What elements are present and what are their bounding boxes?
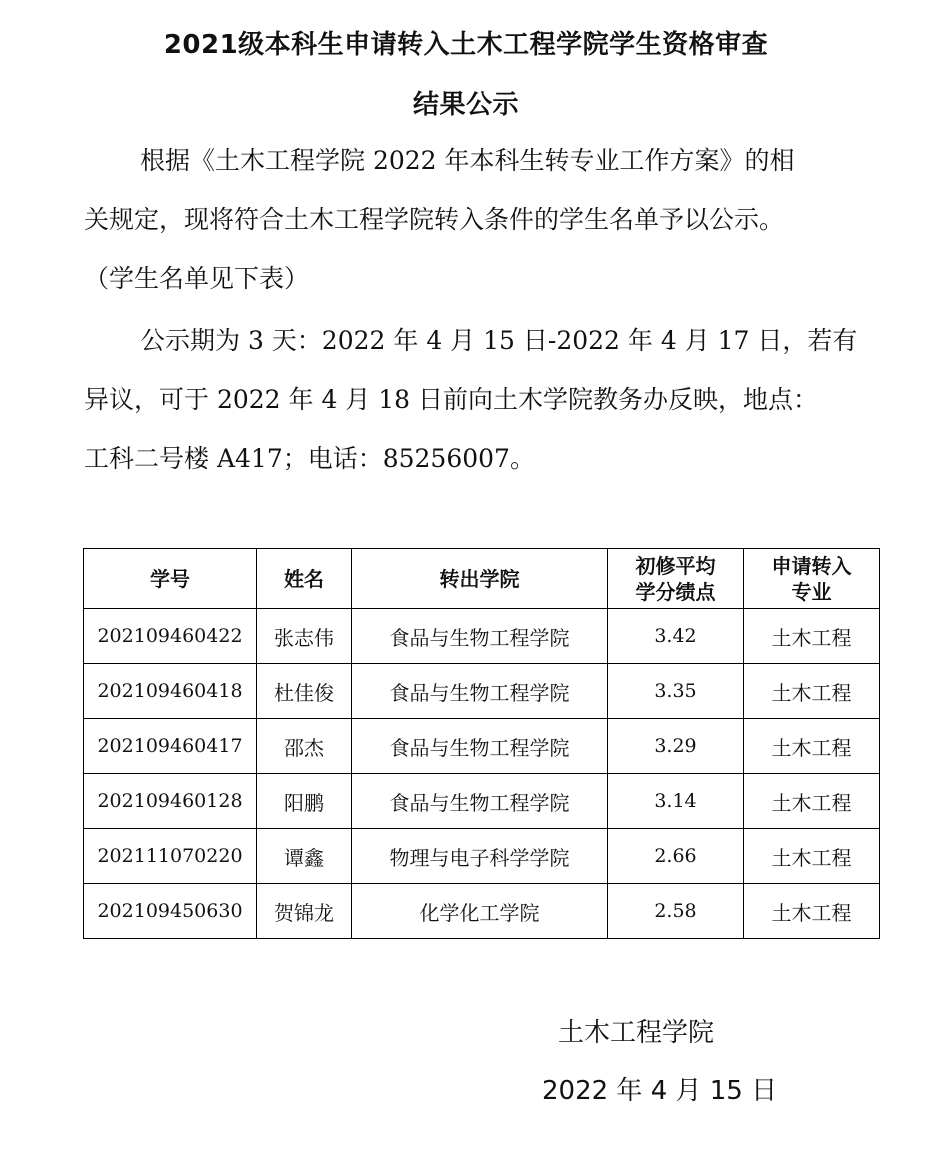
table-header-row	[84, 549, 880, 609]
cell-gpa: 3.14	[608, 774, 744, 829]
cell-origin-college: 物理与电子科学学院	[352, 829, 608, 884]
cell-gpa: 2.66	[608, 829, 744, 884]
cell-origin-college: 食品与生物工程学院	[352, 774, 608, 829]
paragraph-basis	[84, 131, 884, 308]
student-list-table	[83, 548, 880, 939]
table-row	[84, 774, 880, 829]
table-row	[84, 609, 880, 664]
table-row	[84, 719, 880, 774]
signature-date: 2022 年 4 月 15 日	[542, 1076, 778, 1106]
cell-target-major: 土木工程	[744, 664, 880, 719]
cell-name: 谭鑫	[257, 829, 352, 884]
header-major-line: 申请转入	[771, 553, 852, 578]
cell-name: 杜佳俊	[257, 664, 352, 719]
paragraph-line: （学生名单见下表）	[84, 264, 310, 293]
header-gpa-line: 学分绩点	[635, 579, 716, 604]
header-name: 姓名	[257, 549, 352, 609]
cell-origin-college: 食品与生物工程学院	[352, 609, 608, 664]
paragraph-line: 异议，可于 2022 年 4 月 18 日前向土木学院教务办反映，地点：	[84, 385, 819, 414]
cell-student-id: 202109460418	[84, 664, 257, 719]
cell-gpa: 3.29	[608, 719, 744, 774]
table-row	[84, 884, 880, 939]
cell-student-id: 202109460128	[84, 774, 257, 829]
cell-gpa: 2.58	[608, 884, 744, 939]
cell-student-id: 202109460422	[84, 609, 257, 664]
paragraph-notice-period	[84, 311, 884, 488]
cell-target-major: 土木工程	[744, 829, 880, 884]
cell-student-id: 202109460417	[84, 719, 257, 774]
header-major-line: 专业	[791, 579, 832, 604]
table-row	[84, 829, 880, 884]
header-target-major	[744, 549, 880, 609]
cell-target-major: 土木工程	[744, 774, 880, 829]
paragraph-line: 根据《土木工程学院 2022 年本科生转专业工作方案》的相	[140, 146, 795, 175]
document-title-line-1: 2021级本科生申请转入土木工程学院学生资格审查	[163, 30, 769, 60]
paragraph-line: 工科二号楼 A417；电话：85256007。	[84, 444, 535, 473]
header-gpa-line: 初修平均	[635, 553, 716, 578]
cell-origin-college: 食品与生物工程学院	[352, 719, 608, 774]
table-row	[84, 664, 880, 719]
header-student-id: 学号	[84, 549, 257, 609]
cell-origin-college: 化学化工学院	[352, 884, 608, 939]
cell-name: 阳鹏	[257, 774, 352, 829]
cell-gpa: 3.35	[608, 664, 744, 719]
cell-student-id: 202111070220	[84, 829, 257, 884]
cell-target-major: 土木工程	[744, 609, 880, 664]
cell-gpa: 3.42	[608, 609, 744, 664]
paragraph-line: 公示期为 3 天：2022 年 4 月 15 日-2022 年 4 月 17 日，若有	[140, 326, 858, 355]
cell-target-major: 土木工程	[744, 884, 880, 939]
paragraph-line: 关规定，现将符合土木工程学院转入条件的学生名单予以公示。	[84, 205, 785, 234]
header-origin-college: 转出学院	[352, 549, 608, 609]
cell-origin-college: 食品与生物工程学院	[352, 664, 608, 719]
cell-name: 张志伟	[257, 609, 352, 664]
header-gpa	[608, 549, 744, 609]
signature-organization: 土木工程学院	[558, 1018, 715, 1048]
cell-name: 邵杰	[257, 719, 352, 774]
cell-name: 贺锦龙	[257, 884, 352, 939]
document-title-line-2: 结果公示	[412, 90, 519, 120]
cell-target-major: 土木工程	[744, 719, 880, 774]
cell-student-id: 202109450630	[84, 884, 257, 939]
